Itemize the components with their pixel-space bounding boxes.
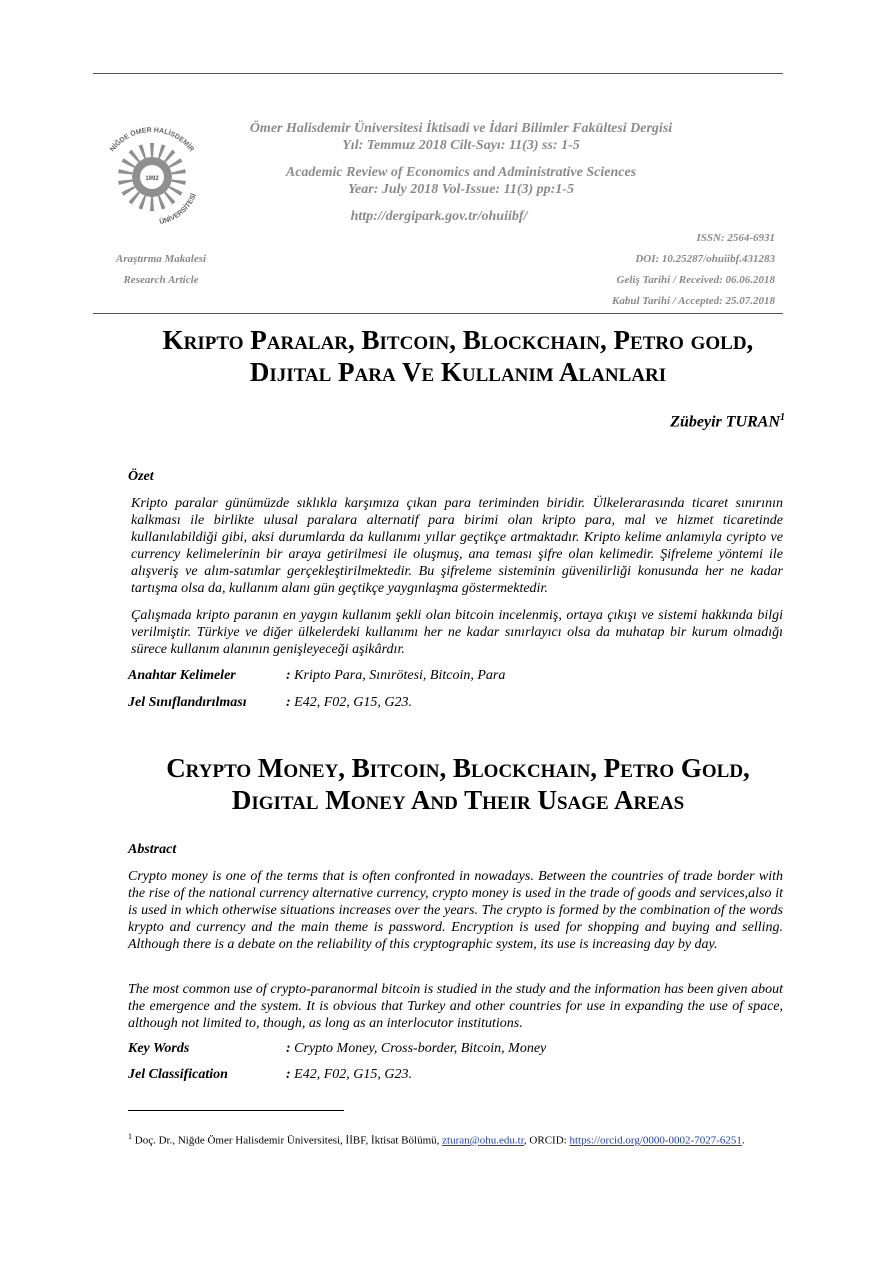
kw-separator: : — [286, 668, 291, 683]
header-bottom-rule — [93, 313, 783, 314]
journal-name-tr: Ömer Halisdemir Üniversitesi İktisadi ve İdari Bilimler Fakültesi Dergisi — [249, 121, 673, 136]
jel-label-en: Jel Classification — [128, 1067, 228, 1082]
jel-values: E42, F02, G15, G23. — [294, 695, 412, 710]
header-top-rule — [93, 73, 783, 74]
footnote-mark: 1 — [128, 1132, 132, 1141]
author-footnote-mark: 1 — [780, 412, 785, 423]
kw-values-en: Crypto Money, Cross-border, Bitcoin, Money — [294, 1041, 547, 1056]
jel-label-tr: Jel Sınıflandırılması — [128, 695, 247, 710]
svg-text:NİĞDE ÖMER HALİSDEMİR: NİĞDE ÖMER HALİSDEMİR — [109, 126, 195, 154]
title-en-line1: Crypto Money, Bitcoin, Blockchain, Petro Gold, — [166, 753, 750, 783]
received-date: Geliş Tarihi / Received: 06.06.2018 — [616, 274, 775, 286]
jel-separator: : — [286, 695, 291, 710]
jel-separator-en: : — [286, 1067, 291, 1082]
university-seal-logo — [86, 114, 218, 240]
jel-value-en — [286, 1067, 412, 1083]
footnote-text: Doç. Dr., Niğde Ömer Halisdemir Üniversitesi, İİBF, İktisat Bölümü, — [134, 1134, 440, 1147]
svg-text:ÜNİVERSİTESİ: ÜNİVERSİTESİ — [158, 192, 198, 226]
svg-text:1992: 1992 — [145, 176, 159, 182]
anahtar-kelimeler-value — [286, 668, 505, 684]
title-en-line2: Digital Money And Their Usage Areas — [231, 785, 685, 815]
journal-name-en: Academic Review of Economics and Administrative Sciences — [285, 165, 637, 180]
orcid-link[interactable]: https://orcid.org/0000-0002-7027-6251 — [569, 1134, 742, 1147]
orcid-label: , ORCID: — [523, 1134, 567, 1147]
jel-value-tr — [286, 695, 412, 711]
title-tr-line1: Kripto Paralar, Bitcoin, Blockchain, Petro gold, — [162, 325, 754, 355]
article-type-tr: Araştırma Makalesi — [115, 253, 207, 265]
abstract-heading: Abstract — [128, 842, 177, 857]
jel-values-en: E42, F02, G15, G23. — [294, 1067, 412, 1082]
author-name-text: Zübeyir TURAN — [670, 413, 780, 431]
key-words-value — [286, 1041, 546, 1057]
abstract-paragraph-1: Crypto money is one of the terms that is often confronted in nowadays. Between the countries of trade border with the rise of the national currency alternative currency, crypto money is used in the trade of goods and services,also it is used in which otherwise situations increases over the years. The crypto is formed by the combination of the words krypto and currency and the main theme is password. Encryption is used for shopping and buying and selling. Although there is a debate on the reliability of this cryptographic system, its use is increasing day by day. — [128, 869, 783, 952]
issn: ISSN: 2564-6931 — [696, 232, 775, 244]
key-words-label: Key Words — [128, 1041, 190, 1056]
title-tr-line2: Dijital Para Ve Kullanım Alanları — [249, 357, 667, 387]
ozet-paragraph-2: Çalışmada kripto paranın en yaygın kullanım şekli olan bitcoin incelenmiş, ortaya çıkışı ve sistemi hakkında bilgi verilmiştir. Türkiye ve diğer ülkelerdeki kullanımı her ne kadar sınırlayıcı olsa da muhatap bir kurum olmadığı sürece kullanım alanının genişleyeceği aşikârdır. — [131, 608, 783, 657]
journal-issue-tr: Yıl: Temmuz 2018 Cilt-Sayı: 11(3) ss: 1-5 — [342, 138, 580, 153]
journal-url[interactable]: http://dergipark.gov.tr/ohuiibf/ — [350, 209, 528, 224]
author-name — [670, 412, 785, 431]
anahtar-kelimeler-label: Anahtar Kelimeler — [128, 668, 236, 683]
article-type-en: Research Article — [123, 274, 199, 286]
footnote-rule — [128, 1110, 344, 1111]
kw-separator-en: : — [286, 1041, 291, 1056]
kw-values: Kripto Para, Sınırötesi, Bitcoin, Para — [294, 668, 506, 683]
doi[interactable]: DOI: 10.25287/ohuiibf.431283 — [635, 253, 775, 265]
journal-issue-en: Year: July 2018 Vol-Issue: 11(3) pp:1-5 — [348, 182, 574, 197]
footnote — [128, 1130, 788, 1148]
abstract-paragraph-2: The most common use of crypto-paranormal bitcoin is studied in the study and the information has been given about the emergence and the system. It is obvious that Turkey and other countries for use in expanding the use of space, although not limited to, though, as long as an interlocutor institutions. — [128, 982, 783, 1031]
author-email-link[interactable]: zturan@ohu.edu.tr — [442, 1134, 524, 1147]
ozet-heading: Özet — [128, 469, 154, 484]
accepted-date: Kabul Tarihi / Accepted: 25.07.2018 — [612, 295, 775, 307]
ozet-paragraph-1: Kripto paralar günümüzde sıklıkla karşımıza çıkan para teriminden biridir. Ülkelerarasında ticaret sınırının kalkması ile birlikte ulusal paralara alternatif para birimi olan kripto para, mal ve hizmet ticaretinde kullanılabildiği gibi, aksi durumlarda da kullanımı yıllar geçtikçe artmaktadır. Kripto kelime anlamıyla cyripto ve currency kelimelerinin bir araya getirilmesi ile oluşmuş, ana teması şifre olan kelimedir. Şifreleme yöntemi ile alışveriş ve alım-satımlar gerçekleştirilmektedir. Bu şifreleme sisteminin güvenilirliği konusunda her ne kadar tartışma olsa da, kullanım alanı gün geçtikçe yaygınlaşma göstermektedir. — [131, 496, 783, 596]
footnote-end: . — [741, 1134, 745, 1147]
